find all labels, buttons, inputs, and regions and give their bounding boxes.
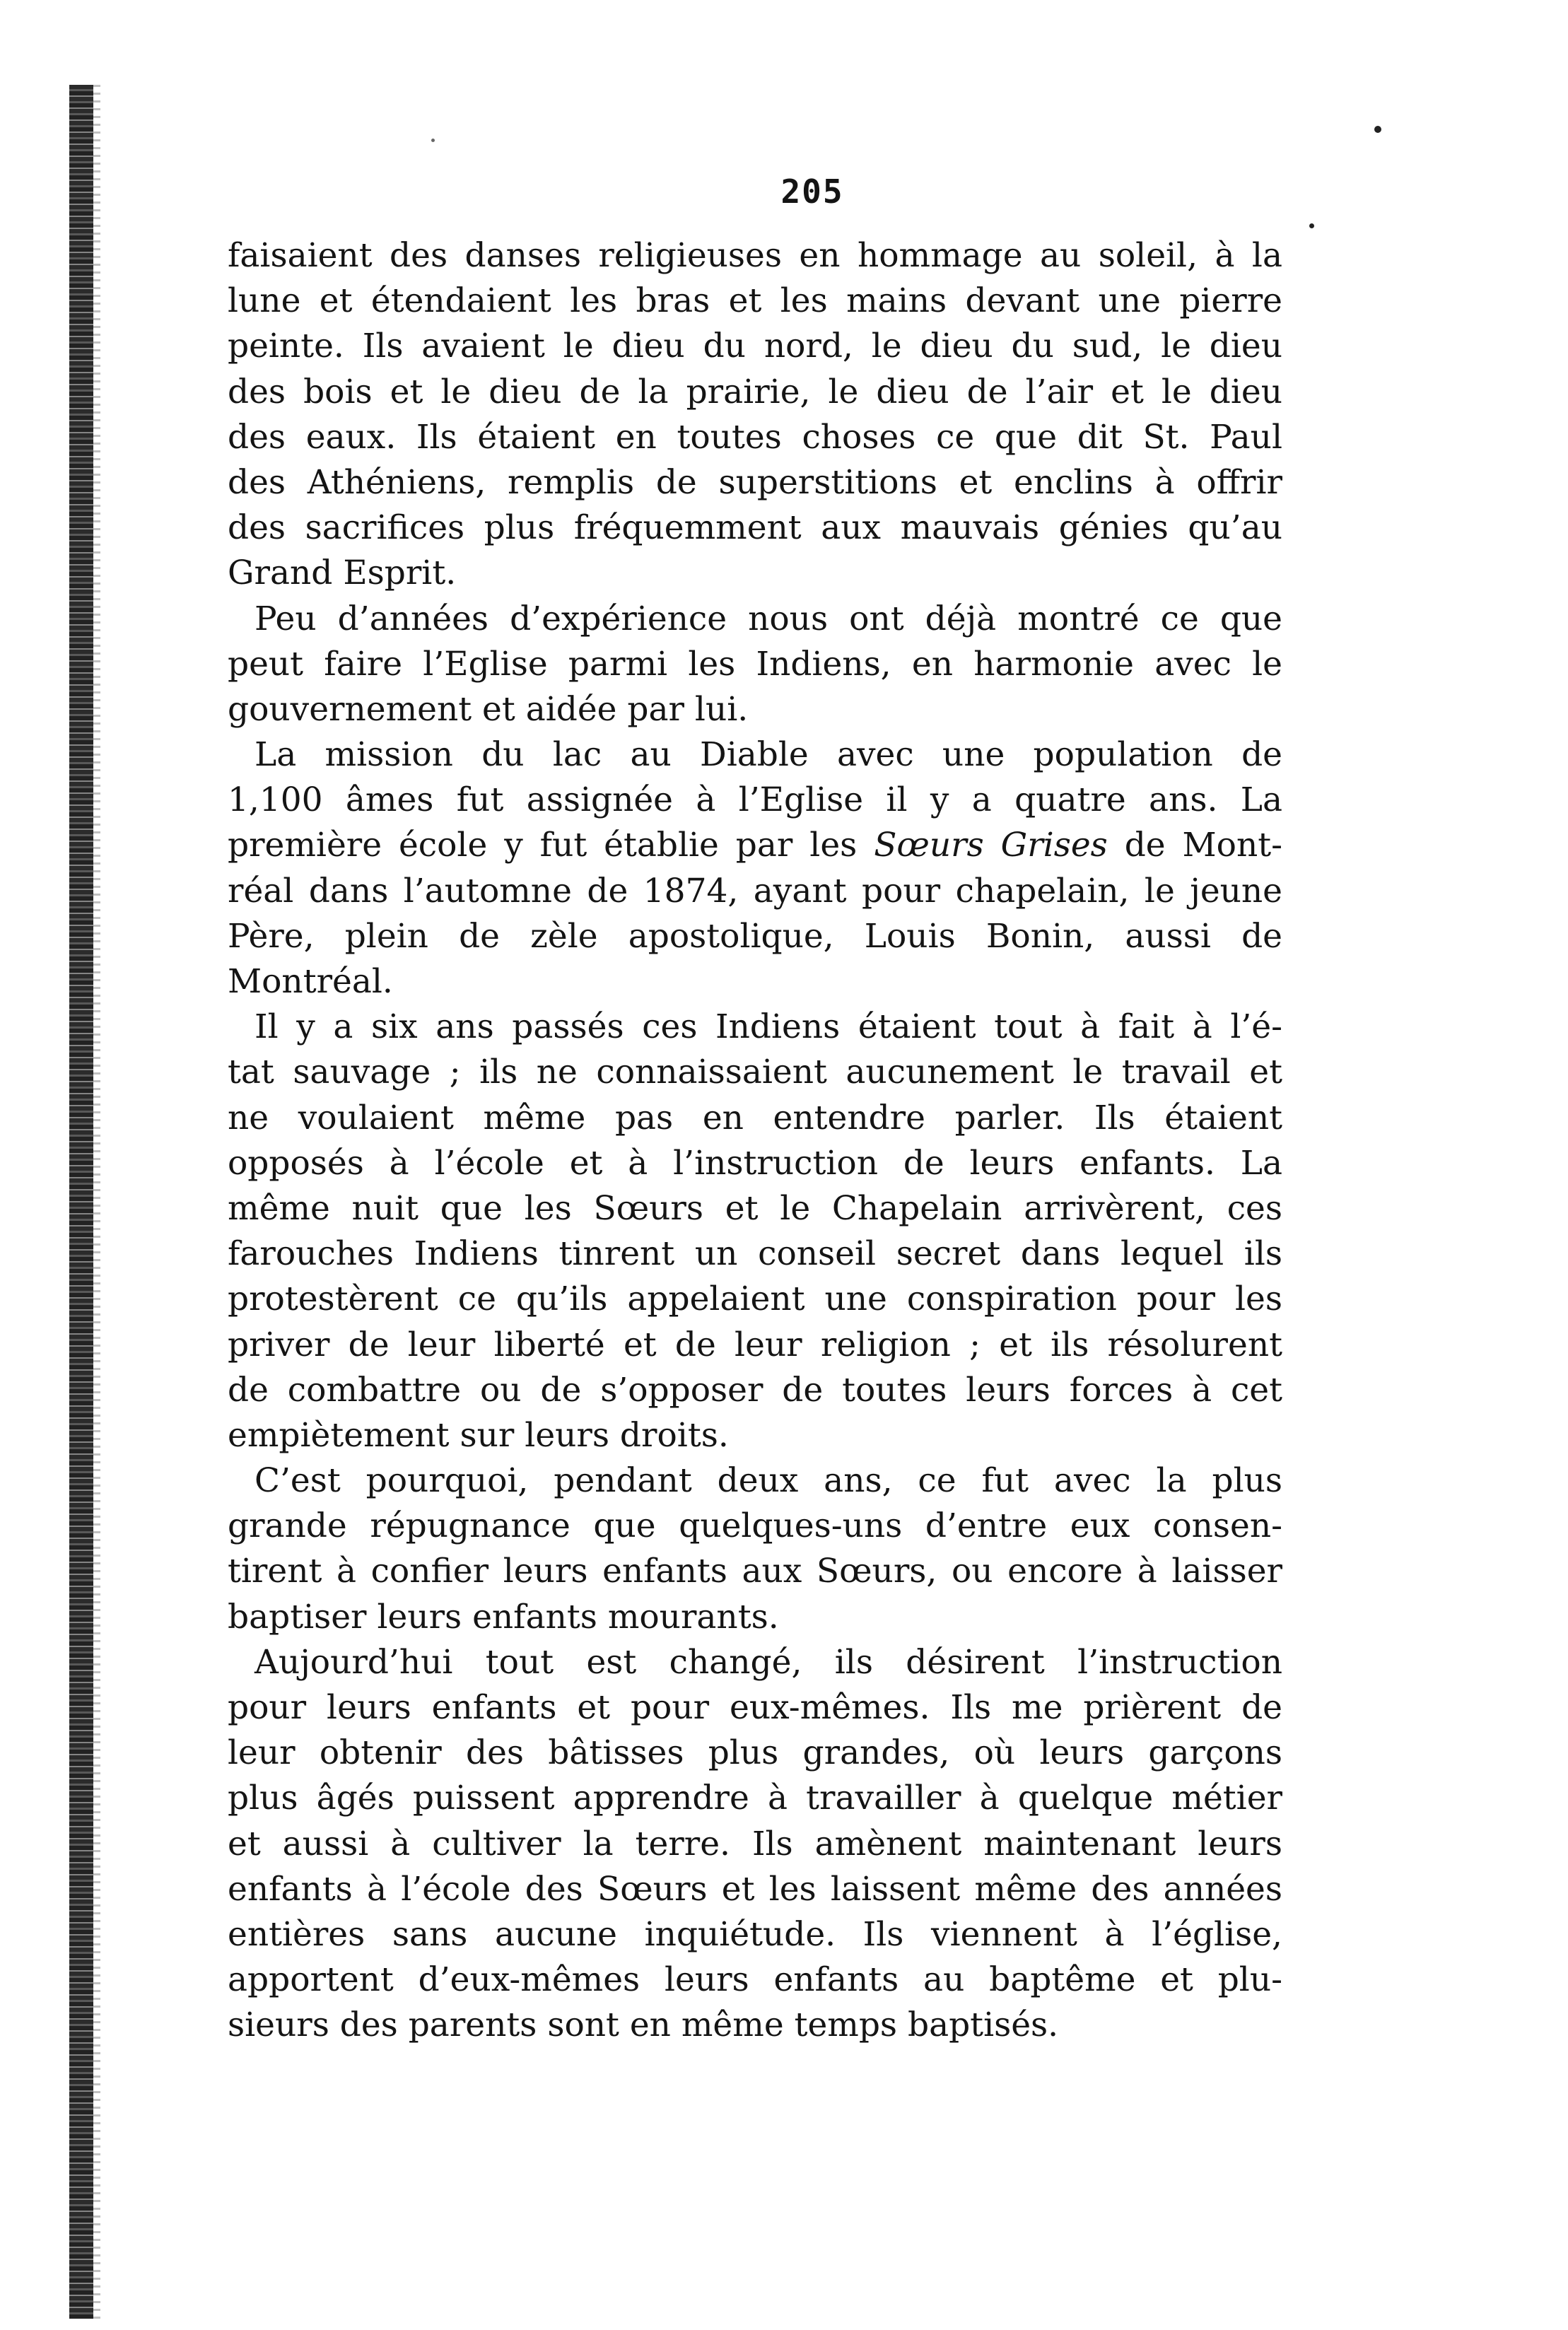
text-line: grande répugnance que quelques-uns d’entre eux consen- xyxy=(228,1506,1282,1546)
scan-speck xyxy=(1374,126,1381,133)
body-text xyxy=(228,233,1282,2049)
text-line: protestèrent ce qu’ils appelaient une conspiration pour les xyxy=(228,1280,1282,1319)
text-line: Peu d’années d’expérience nous ont déjà montré ce que xyxy=(254,599,1282,638)
text-line: des sacrifices plus fréquemment aux mauvais génies qu’au xyxy=(228,508,1282,548)
text-line: peut faire l’Eglise parmi les Indiens, en harmonie avec le xyxy=(228,644,1282,684)
text-line: gouvernement et aidée par lui. xyxy=(228,689,749,729)
scan-speck xyxy=(431,139,435,142)
text-line: même nuit que les Sœurs et le Chapelain arrivèrent, ces xyxy=(228,1188,1282,1228)
text-line: 1,100 âmes fut assignée à l’Eglise il y a quatre ans. La xyxy=(228,780,1282,820)
text-line: pour leurs enfants et pour eux-mêmes. Ils me prièrent de xyxy=(228,1688,1282,1727)
scanned-binding-edge xyxy=(69,85,93,2319)
text-line: peinte. Ils avaient le dieu du nord, le dieu du sud, le dieu xyxy=(228,327,1282,366)
text-line: plus âgés puissent apprendre à travailler à quelque métier xyxy=(228,1779,1282,1818)
text-line: opposés à l’école et à l’instruction de leurs enfants. La xyxy=(228,1143,1282,1183)
text-line: empiètement sur leurs droits. xyxy=(228,1415,729,1455)
text-line: apportent d’eux-mêmes leurs enfants au baptême et plu- xyxy=(228,1960,1282,2000)
text-line: des eaux. Ils étaient en toutes choses ce que dit St. Paul xyxy=(228,417,1282,457)
text-line: Aujourd’hui tout est changé, ils désirent l’instruction xyxy=(254,1642,1282,1682)
italic-phrase: Sœurs Grises xyxy=(874,826,1108,865)
scan-speck xyxy=(1309,223,1314,228)
text-line: première école y fut établie par les Sœurs Grises de Mont- xyxy=(228,826,1282,865)
text-line: La mission du lac au Diable avec une population de xyxy=(254,735,1282,775)
text-line: des bois et le dieu de la prairie, le dieu de l’air et le dieu xyxy=(228,372,1282,411)
text-line: entières sans aucune inquiétude. Ils viennent à l’église, xyxy=(228,1914,1282,1954)
text-line: réal dans l’automne de 1874, ayant pour chapelain, le jeune xyxy=(228,871,1282,911)
text-line: Montréal. xyxy=(228,962,393,1001)
text-line: Père, plein de zèle apostolique, Louis Bonin, aussi de xyxy=(228,916,1282,956)
text-line: leur obtenir des bâtisses plus grandes, où leurs garçons xyxy=(228,1733,1282,1773)
text-line: enfants à l’école des Sœurs et les laissent même des années xyxy=(228,1869,1282,1909)
text-line: C’est pourquoi, pendant deux ans, ce fut avec la plus xyxy=(254,1461,1282,1501)
text-line: sieurs des parents sont en même temps baptisés. xyxy=(228,2006,1059,2045)
text-line: faisaient des danses religieuses en hommage au soleil, à la xyxy=(228,236,1282,275)
text-line: priver de leur liberté et de leur religion ; et ils résolurent xyxy=(228,1325,1282,1364)
text-line: de combattre ou de s’opposer de toutes leurs forces à cet xyxy=(228,1370,1282,1410)
text-line: farouches Indiens tinrent un conseil secret dans lequel ils xyxy=(228,1234,1282,1274)
text-line: lune et étendaient les bras et les mains devant une pierre xyxy=(228,281,1282,321)
text-line: ne voulaient même pas en entendre parler. Ils étaient xyxy=(228,1098,1282,1137)
text-line: tat sauvage ; ils ne connaissaient aucunement le travail et xyxy=(228,1053,1282,1092)
text-line: tirent à confier leurs enfants aux Sœurs, ou encore à laisser xyxy=(228,1552,1282,1591)
text-line: Il y a six ans passés ces Indiens étaient tout à fait à l’é- xyxy=(254,1007,1282,1047)
text-line: baptiser leurs enfants mourants. xyxy=(228,1597,779,1637)
text-line: et aussi à cultiver la terre. Ils amènent maintenant leurs xyxy=(228,1824,1282,1863)
text-line: Grand Esprit. xyxy=(228,554,457,593)
text-line: des Athéniens, remplis de superstitions et enclins à offrir xyxy=(228,462,1282,502)
page-number: 205 xyxy=(780,172,844,211)
